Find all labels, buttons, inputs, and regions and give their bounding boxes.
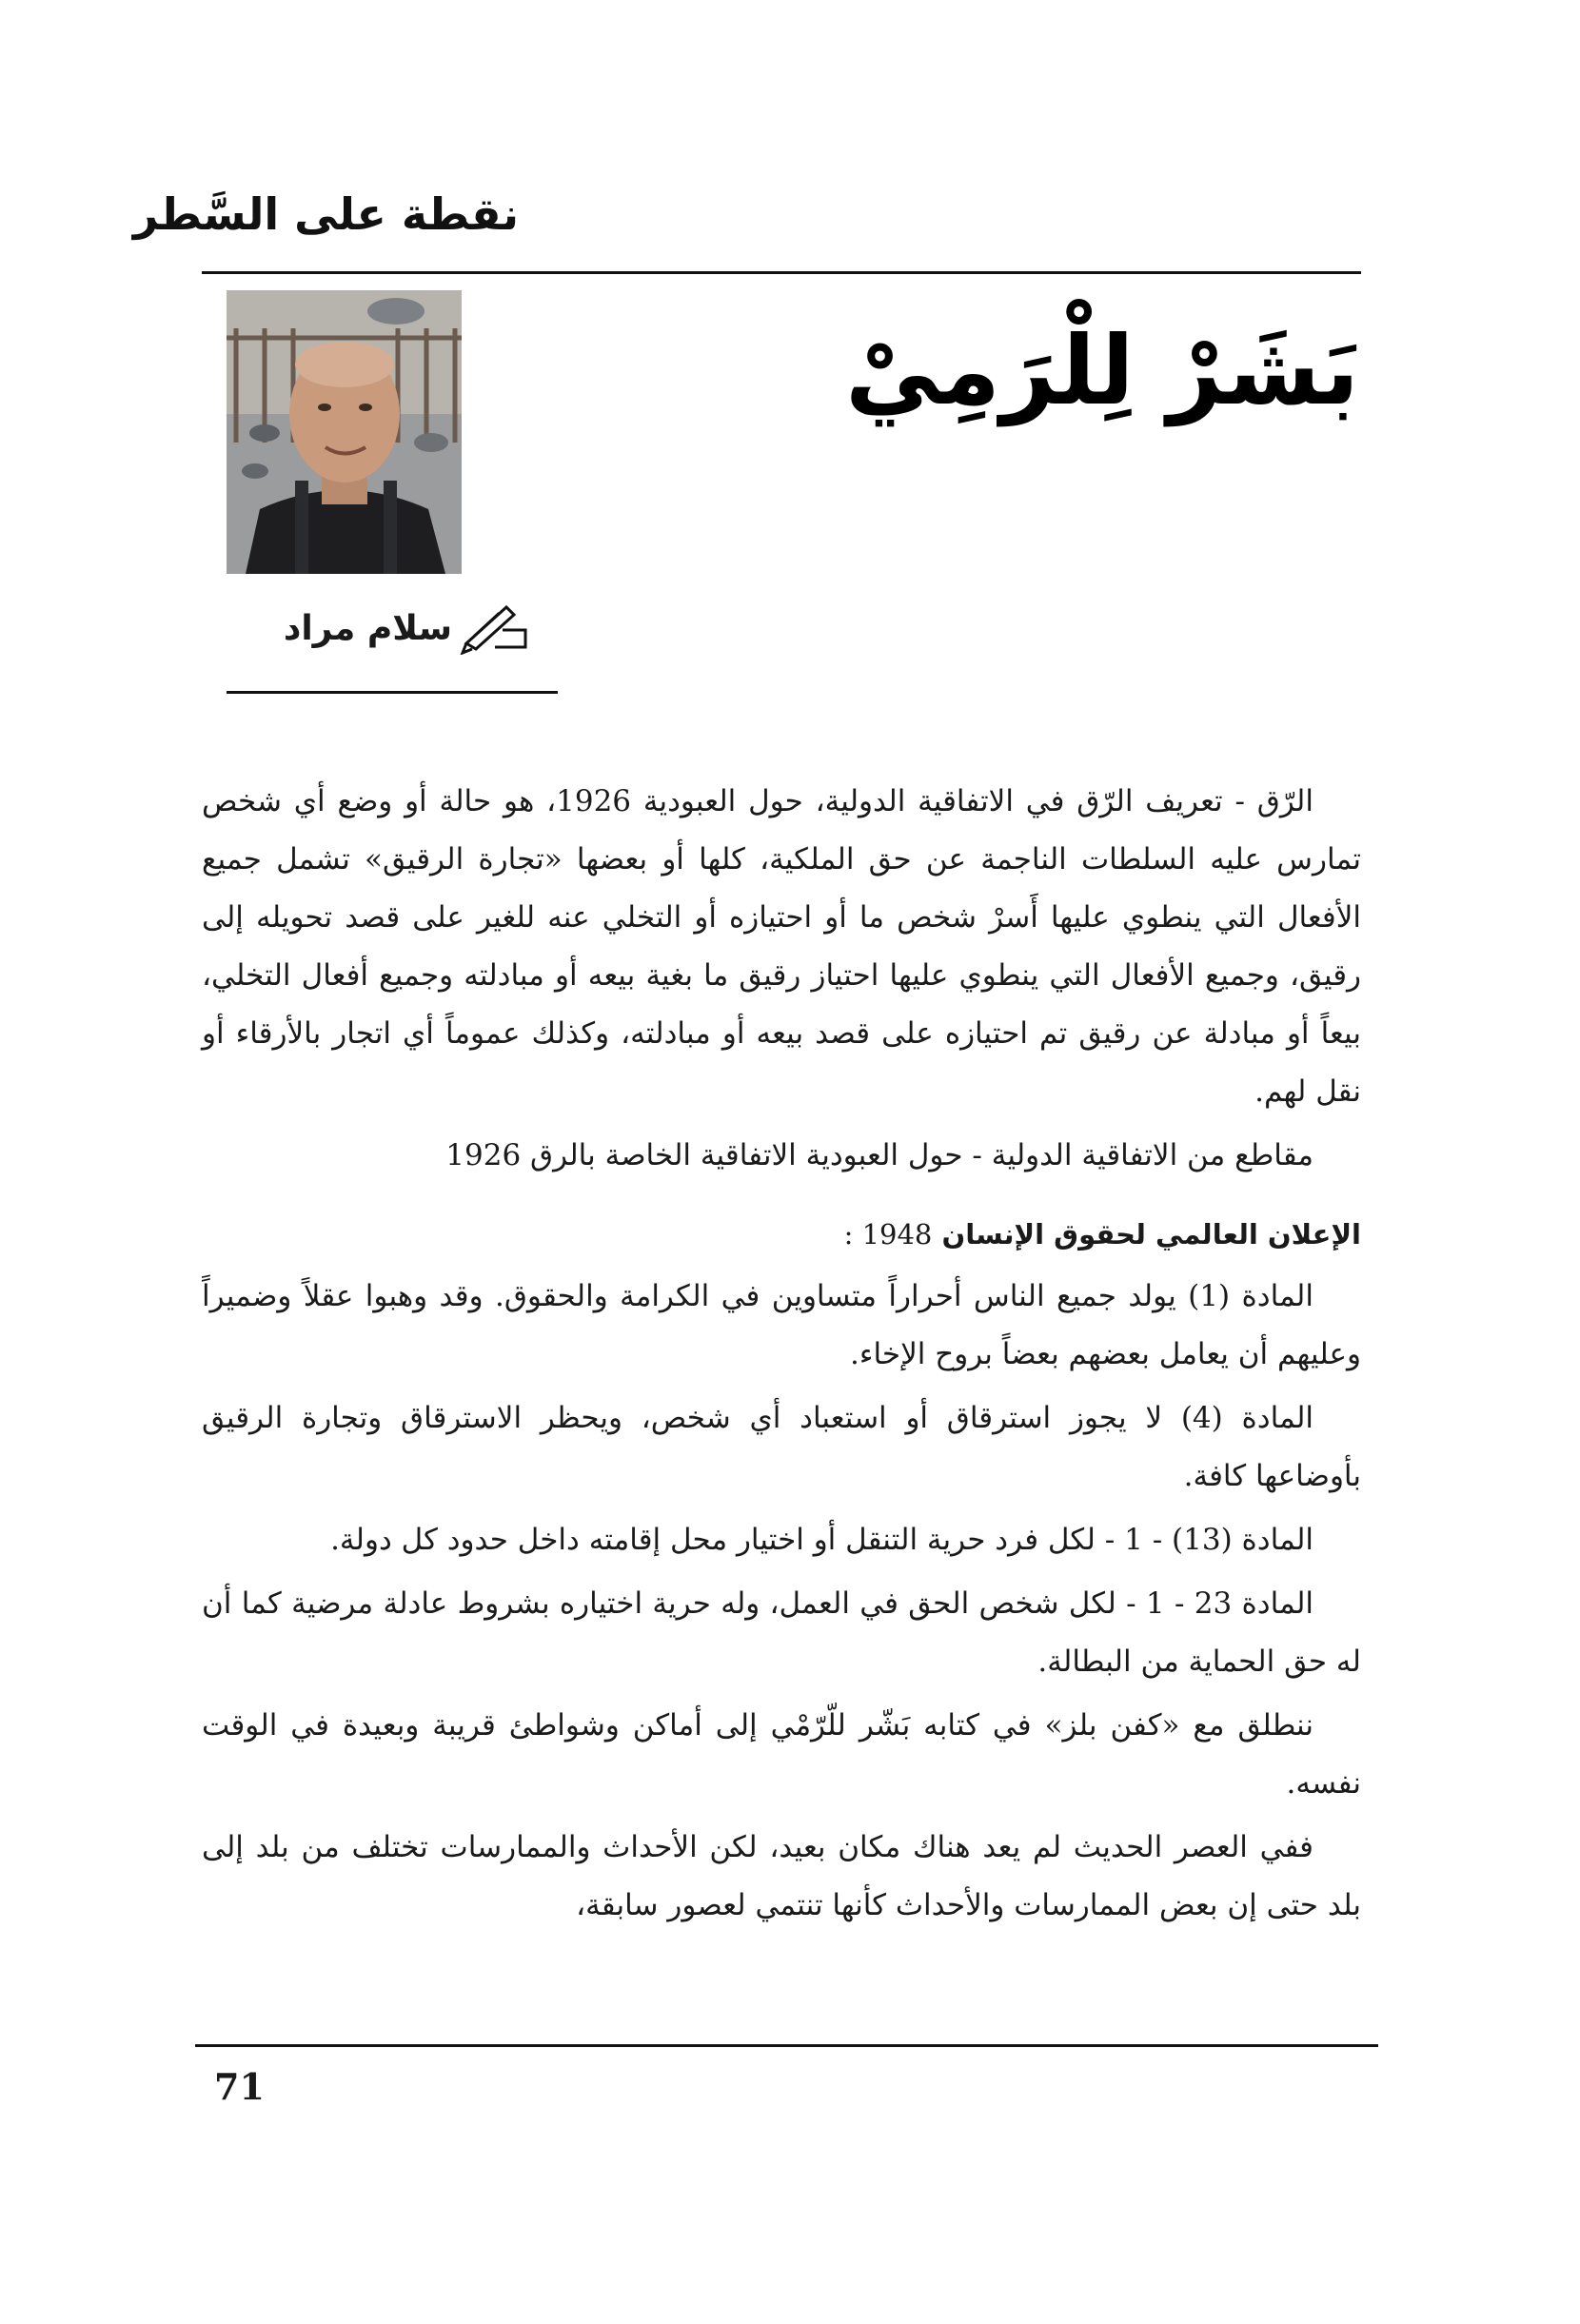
declaration-heading-text: الإعلان العالمي لحقوق الإنسان — [941, 1218, 1361, 1251]
author-divider — [227, 691, 558, 694]
author-name: سلام مراد — [283, 609, 452, 648]
book-paragraph: ننطلق مع «كفن بلز» في كتابه بَشّر للّرّمْي إلى أماكن وشواطئ قريبة وبعيدة في الوقت نفسه. — [202, 1708, 1361, 1801]
declaration-heading — [202, 1206, 1361, 1264]
author-byline — [271, 609, 547, 666]
article-4-paragraph: المادة (4) لا يجوز استرقاق أو استعباد أي شخص، ويحظر الاسترقاق وتجارة الرقيق بأوضاعها كافة. — [202, 1401, 1361, 1493]
article-title: بَشَرْ لِلْرَمِيْ — [845, 315, 1359, 426]
source-citation: مقاطع من الاتفاقية الدولية - حول العبودية الاتفاقية الخاصة بالرق 1926 — [445, 1138, 1313, 1172]
closing-paragraph: ففي العصر الحديث لم يعد هناك مكان بعيد، لكن الأحداث والممارسات تختلف من بلد إلى بلد حتى إن بعض الممارسات والأحداث كأنها تنتمي لعصور سابقة، — [202, 1830, 1361, 1922]
article-body — [202, 773, 1361, 1940]
page-number: 71 — [214, 2065, 265, 2108]
declaration-heading-year: 1948 : — [843, 1218, 933, 1251]
article-13-paragraph: المادة (13) - 1 - لكل فرد حرية التنقل أو اختيار محل إقامته داخل حدود كل دولة. — [330, 1523, 1313, 1557]
article-23-paragraph: المادة 23 - 1 - لكل شخص الحق في العمل، وله حرية اختياره بشروط عادلة مرضية كما أن له حق الحماية من البطالة. — [202, 1586, 1361, 1679]
author-photo — [227, 290, 462, 574]
header-divider — [202, 271, 1361, 274]
section-title: نقطة على السَّطر — [132, 188, 519, 240]
footer-divider — [195, 2044, 1378, 2047]
article-1-paragraph: المادة (1) يولد جميع الناس أحراراً متساوين في الكرامة والحقوق. وقد وهبوا عقلاً وضميراً وعليهم أن يعامل بعضهم بعضاً بروح الإخاء. — [202, 1279, 1361, 1371]
definition-paragraph: الرّق - تعريف الرّق في الاتفاقية الدولية، حول العبودية 1926، هو حالة أو وضع أي شخص تمارس عليه السلطات الناجمة عن حق الملكية، كلها أو بعضها «تجارة الرقيق» تشمل جميع الأفعال التي ينطوي عليها أَسرْ شخص ما أو احتيازه أو التخلي عنه للغير على قصد تحويله إلى رقيق، وجميع الأفعال التي ينطوي عليها احتياز رقيق ما بغية بيعه أو مبادلته وجميع أفعال التخلي، بيعاً أو مبادلة عن رقيق تم احتيازه على قصد بيعه أو مبادلته، وكذلك عموماً أي اتجار بالأرقاء أو نقل لهم. — [202, 784, 1361, 1109]
